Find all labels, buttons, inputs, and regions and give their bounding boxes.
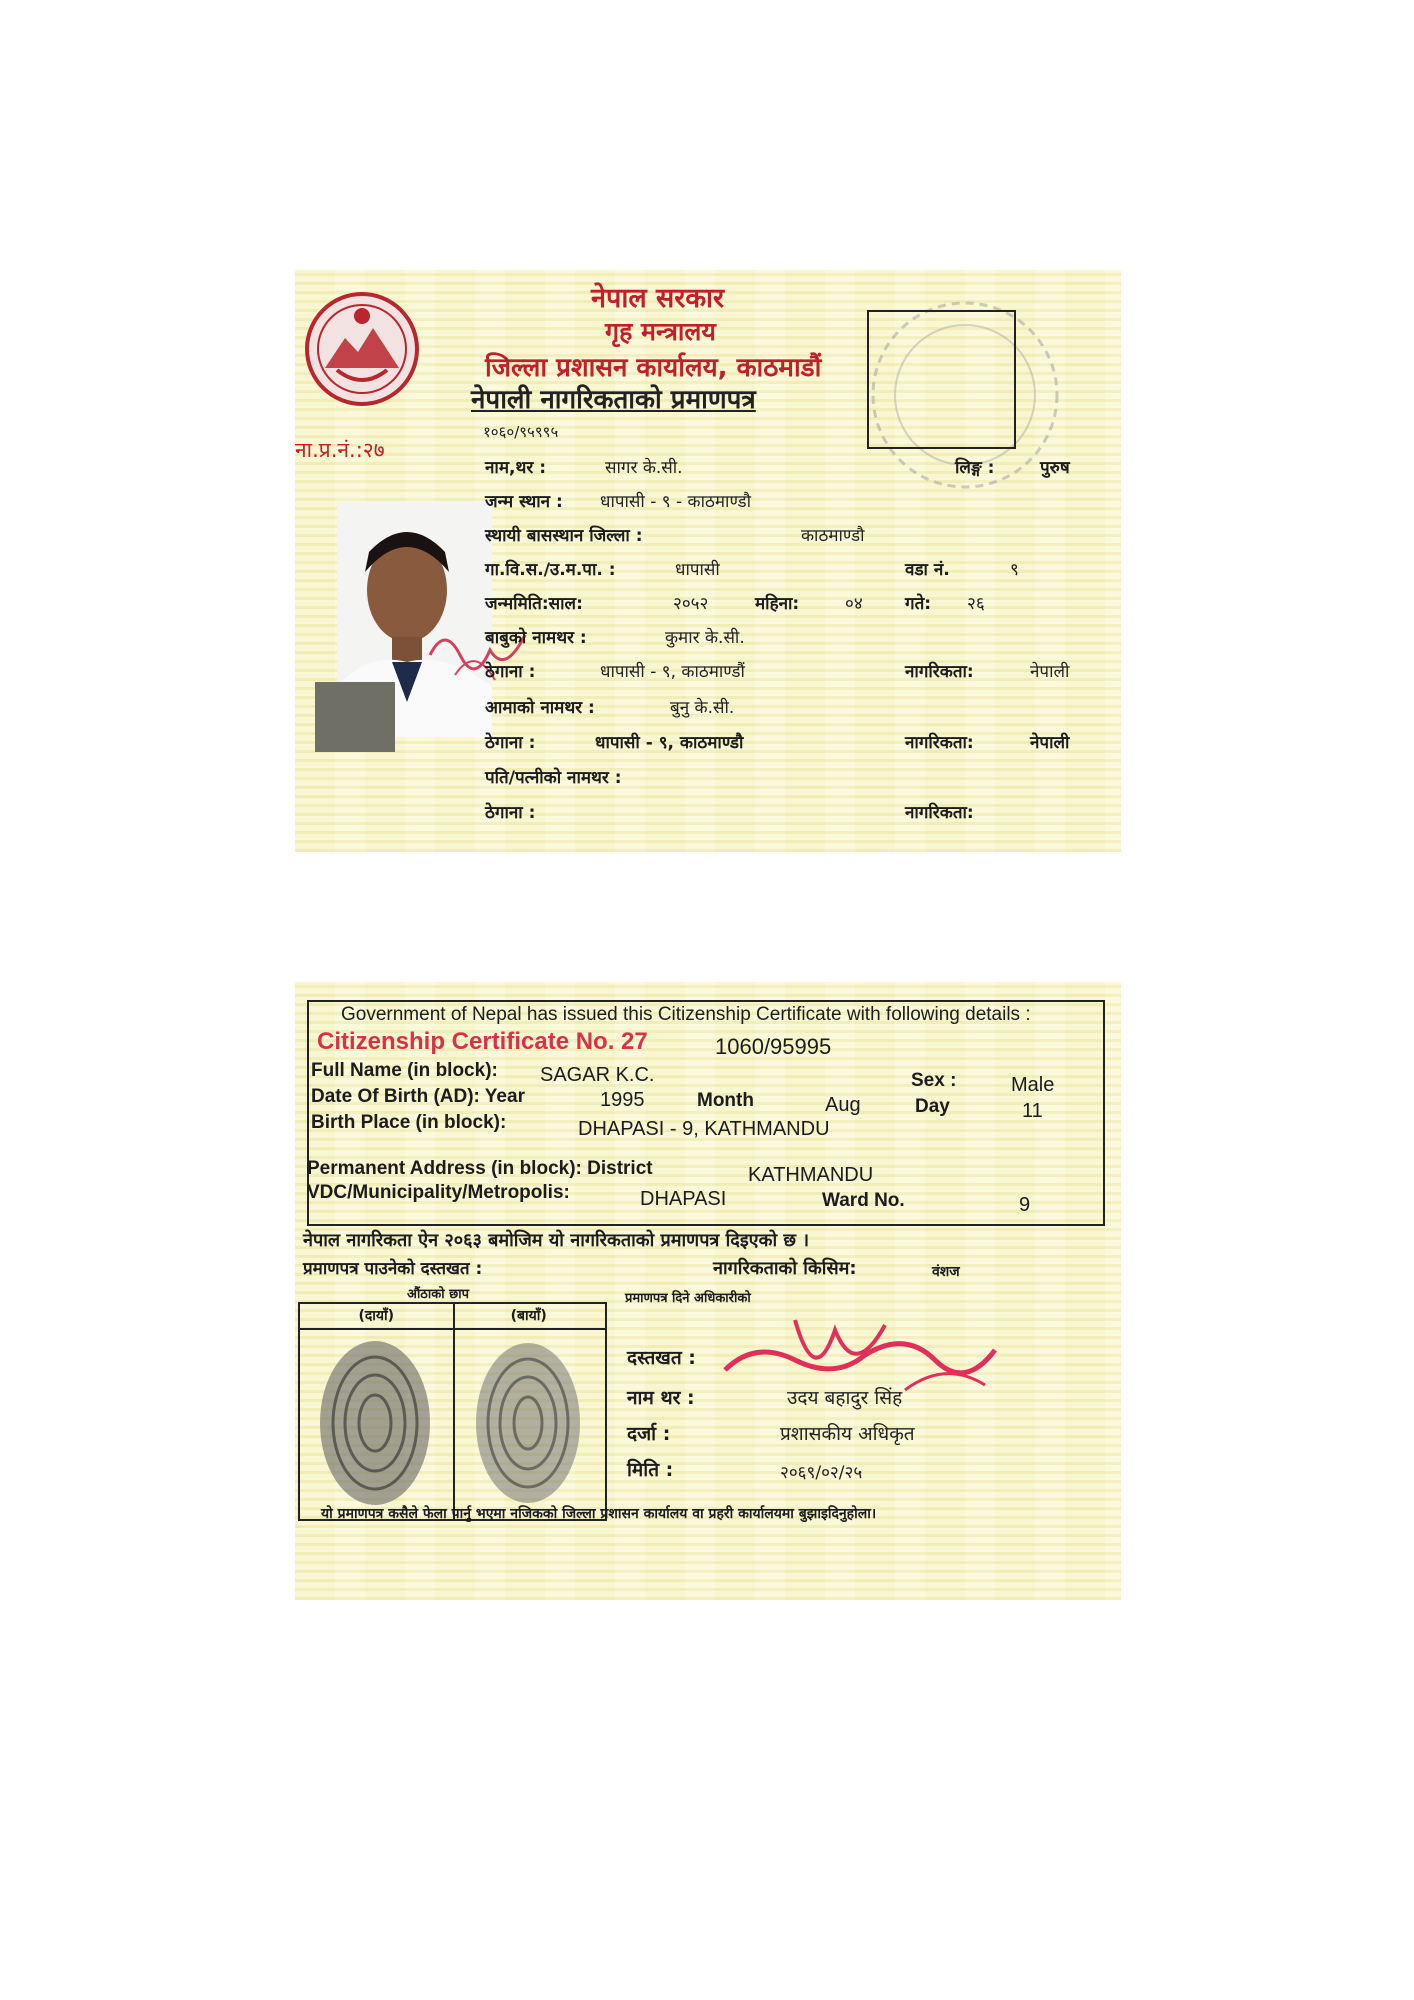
photo-seal-stamp (315, 682, 395, 752)
sex-en-value: Male (1011, 1074, 1055, 1096)
father-name-label: बाबुको नामथर : (485, 628, 587, 648)
mother-address-value: धापासी - ९, काठमाण्डौ (595, 733, 744, 753)
issuer-heading: प्रमाणपत्र दिने अधिकारीको (625, 1291, 751, 1306)
header-certificate-title: नेपाली नागरिकताको प्रमाणपत्र (471, 385, 756, 415)
mother-name-value: बुनु के.सी. (670, 698, 735, 718)
dob-ad-year: 1995 (600, 1089, 645, 1111)
ward-en-label: Ward No. (822, 1190, 905, 1211)
dob-ad-day: 11 (1022, 1100, 1043, 1122)
sex-value: पुरुष (1040, 458, 1070, 478)
dob-day-label: गते: (905, 594, 932, 614)
certificate-number: 1060/95995 (715, 1034, 832, 1059)
mother-citizenship-value: नेपाली (1030, 733, 1070, 753)
spouse-citizenship-label: नागरिकता: (905, 803, 974, 823)
permanent-address-en-label: Permanent Address (in block): District (307, 1158, 653, 1179)
ward-value: ९ (1010, 560, 1019, 580)
left-thumb-label: (बायाँ) (453, 1304, 606, 1330)
right-thumbprint (318, 1338, 433, 1508)
father-address-label: ठेगाना : (485, 662, 536, 682)
dob-ad-label: Date Of Birth (AD): Year (311, 1086, 525, 1107)
issue-date-label: मिति : (627, 1459, 674, 1481)
spouse-name-label: पति/पत्नीको नामथर : (485, 768, 622, 788)
dob-ad-month: Aug (825, 1094, 861, 1116)
permanent-district-label: स्थायी बासस्थान जिल्ला : (485, 526, 643, 546)
photo-box (867, 310, 1016, 449)
vdc-en-value: DHAPASI (640, 1188, 727, 1210)
father-address-value: धापासी - ९, काठमाण्डौं (600, 662, 745, 682)
intro-text: Government of Nepal has issued this Citizenship Certificate with following details : (341, 1004, 1031, 1025)
father-name-value: कुमार के.सी. (665, 628, 745, 648)
spouse-address-label: ठेगाना : (485, 803, 536, 823)
right-thumb-cell (300, 1304, 455, 1519)
right-thumb-label: (दायाँ) (300, 1304, 453, 1330)
issuer-name-value: उदय बहादुर सिंह (787, 1387, 903, 1409)
issue-date-value: २०६९/०२/२५ (780, 1463, 863, 1483)
dob-day: २६ (967, 594, 985, 614)
issuer-signature-label: दस्तखत : (627, 1347, 696, 1369)
father-citizenship-value: नेपाली (1030, 662, 1070, 682)
ward-en-value: 9 (1019, 1194, 1031, 1216)
dob-month: ०४ (845, 594, 863, 614)
issuer-rank-value: प्रशासकीय अधिकृत (780, 1423, 915, 1445)
vdc-value: धापासी (675, 560, 720, 580)
mother-name-label: आमाको नामथर : (485, 698, 595, 718)
dob-year: २०५२ (673, 594, 709, 614)
nepal-emblem-icon (303, 290, 421, 408)
vdc-label: गा.वि.स./उ.म.पा. : (485, 560, 616, 580)
header-government: नेपाल सरकार (591, 283, 725, 314)
mother-address-label: ठेगाना : (485, 733, 536, 753)
dob-ad-day-label: Day (915, 1096, 950, 1117)
thumbprint-table (298, 1302, 607, 1521)
footer-note: यो प्रमाणपत्र कसैले फेला पार्नु भएमा नजिकको जिल्ला प्रशासन कार्यालय वा प्रहरी कार्यालयमा बुझाइदिनुहोला। (321, 1506, 877, 1522)
applicant-signature-label: प्रमाणपत्र पाउनेको दस्तखत : (303, 1259, 483, 1279)
birthplace-value: धापासी - ९ - काठमाण्डौ (600, 492, 752, 512)
name-value: सागर के.सी. (605, 458, 683, 478)
dob-month-label: महिना: (755, 594, 800, 614)
serial-number: १०६०/९५९९५ (483, 423, 559, 441)
mother-citizenship-label: नागरिकता: (905, 733, 974, 753)
sex-en-label: Sex : (911, 1070, 957, 1091)
ward-label: वडा नं. (905, 560, 950, 580)
birth-place-en-label: Birth Place (in block): (311, 1112, 507, 1133)
header-ministry: गृह मन्त्रालय (605, 317, 716, 346)
napran-number: ना.प्र.नं.:२७ (295, 438, 385, 462)
header-office: जिल्ला प्रशासन कार्यालय, काठमाडौं (485, 353, 822, 383)
citizenship-type-label: नागरिकताको किसिम: (713, 1258, 857, 1279)
act-statement: नेपाल नागरिकता ऐन २०६३ बमोजिम यो नागरिकताको प्रमाणपत्र दिइएको छ । (303, 1230, 810, 1251)
citizenship-front (295, 270, 1121, 852)
issuer-name-label: नाम थर : (627, 1387, 695, 1409)
full-name-label: Full Name (in block): (311, 1060, 498, 1081)
name-label: नाम,थर : (485, 458, 546, 478)
permanent-district-value: काठमाण्डौ (801, 526, 865, 546)
left-thumb-cell (453, 1304, 606, 1519)
left-thumbprint (471, 1338, 586, 1508)
district-en-value: KATHMANDU (748, 1164, 874, 1186)
dob-label: जन्ममिति:साल: (485, 594, 583, 614)
full-name-value: SAGAR K.C. (540, 1064, 655, 1086)
father-citizenship-label: नागरिकता: (905, 662, 974, 682)
citizenship-type-value: वंशज (932, 1264, 960, 1280)
certificate-number-label: Citizenship Certificate No. 27 (317, 1028, 648, 1055)
dob-ad-month-label: Month (697, 1090, 754, 1111)
birth-place-en-value: DHAPASI - 9, KATHMANDU (578, 1118, 830, 1140)
sex-label: लिङ्ग : (955, 458, 995, 478)
birthplace-label: जन्म स्थान : (485, 492, 563, 512)
thumb-print-label: औंठाको छाप (407, 1287, 469, 1302)
vdc-en-label: VDC/Municipality/Metropolis: (307, 1182, 570, 1203)
citizenship-back (295, 982, 1121, 1600)
issuer-rank-label: दर्जा : (627, 1423, 671, 1445)
